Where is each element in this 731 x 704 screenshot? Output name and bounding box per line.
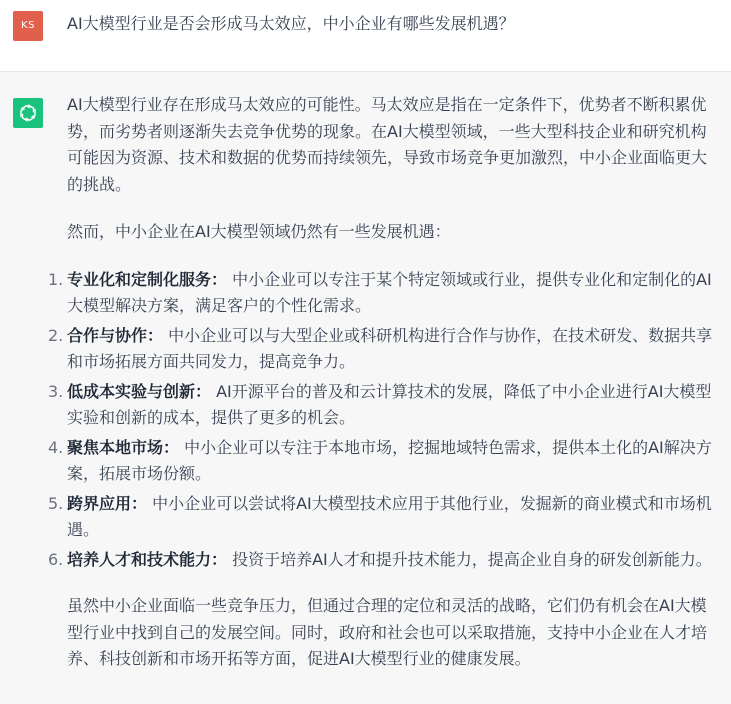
list-item-title: 聚焦本地市场： bbox=[67, 437, 180, 457]
list-item-number: 3. bbox=[48, 381, 64, 401]
list-item bbox=[48, 267, 719, 320]
list-item-number: 5. bbox=[48, 493, 64, 513]
list-item-text: 中小企业可以尝试将AI大模型技术应用于其他行业，发掘新的商业模式和市场机遇。 bbox=[67, 493, 712, 539]
list-item-text: 中小企业可以与大型企业或科研机构进行合作与协作，在技术研发、数据共享和市场拓展方面共同发力，提高竞争力。 bbox=[67, 325, 713, 371]
list-item bbox=[48, 323, 719, 376]
answer-conclusion-paragraph: 虽然中小企业面临一些竞争压力，但通过合理的定位和灵活的战略，它们仍有机会在AI大模型行业中找到自己的发展空间。同时，政府和社会也可以采取措施，支持中小企业在人才培养、科技创新和市场开拓等方面，促进AI大模型行业的健康发展。 bbox=[67, 596, 708, 668]
assistant-avatar bbox=[13, 98, 43, 128]
list-item bbox=[48, 379, 719, 432]
list-item-text: 投资于培养AI人才和提升技术能力，提高企业自身的研发创新能力。 bbox=[227, 549, 712, 569]
user-message-row bbox=[0, 0, 731, 72]
answer-intro-paragraph: AI大模型行业存在形成马太效应的可能性。马太效应是指在一定条件下，优势者不断积累优势，而劣势者则逐渐失去竞争优势的现象。在AI大模型领域，一些大型科技企业和研究机构可能因为资源、技术和数据的优势而持续领先，导致市场竞争更加激烈，中小企业面临更大的挑战。 bbox=[67, 95, 708, 194]
list-item bbox=[48, 491, 719, 544]
list-item-title: 专业化和定制化服务： bbox=[67, 269, 228, 289]
user-question: AI大模型行业是否会形成马太效应，中小企业有哪些发展机遇？ bbox=[67, 14, 515, 33]
list-item-number: 6. bbox=[48, 549, 64, 569]
list-item-title: 跨界应用： bbox=[67, 493, 148, 513]
list-item-number: 2. bbox=[48, 325, 64, 345]
openai-logo-icon bbox=[17, 102, 39, 124]
list-item-text: AI开源平台的普及和云计算技术的发展，降低了中小企业进行AI大模型实验和创新的成本，提供了更多的机会。 bbox=[67, 381, 712, 427]
list-item-text: 中小企业可以专注于本地市场，挖掘地域特色需求，提供本土化的AI解决方案，拓展市场份额。 bbox=[67, 437, 712, 483]
list-item-number: 4. bbox=[48, 437, 64, 457]
list-item bbox=[48, 435, 719, 488]
list-item-title: 培养人才和技术能力： bbox=[67, 549, 228, 569]
assistant-answer bbox=[48, 92, 719, 673]
answer-lead-paragraph: 然而，中小企业在AI大模型领域仍然有一些发展机遇： bbox=[67, 222, 451, 241]
list-item-title: 低成本实验与创新： bbox=[67, 381, 212, 401]
opportunity-list bbox=[48, 267, 719, 574]
user-avatar: KS bbox=[13, 11, 43, 41]
list-item-number: 1. bbox=[48, 269, 64, 289]
list-item bbox=[48, 547, 719, 574]
list-item-text: 中小企业可以专注于某个特定领域或行业，提供专业化和定制化的AI大模型解决方案，满足客户的个性化需求。 bbox=[67, 269, 712, 315]
assistant-message-row bbox=[0, 72, 731, 704]
list-item-title: 合作与协作： bbox=[67, 325, 164, 345]
